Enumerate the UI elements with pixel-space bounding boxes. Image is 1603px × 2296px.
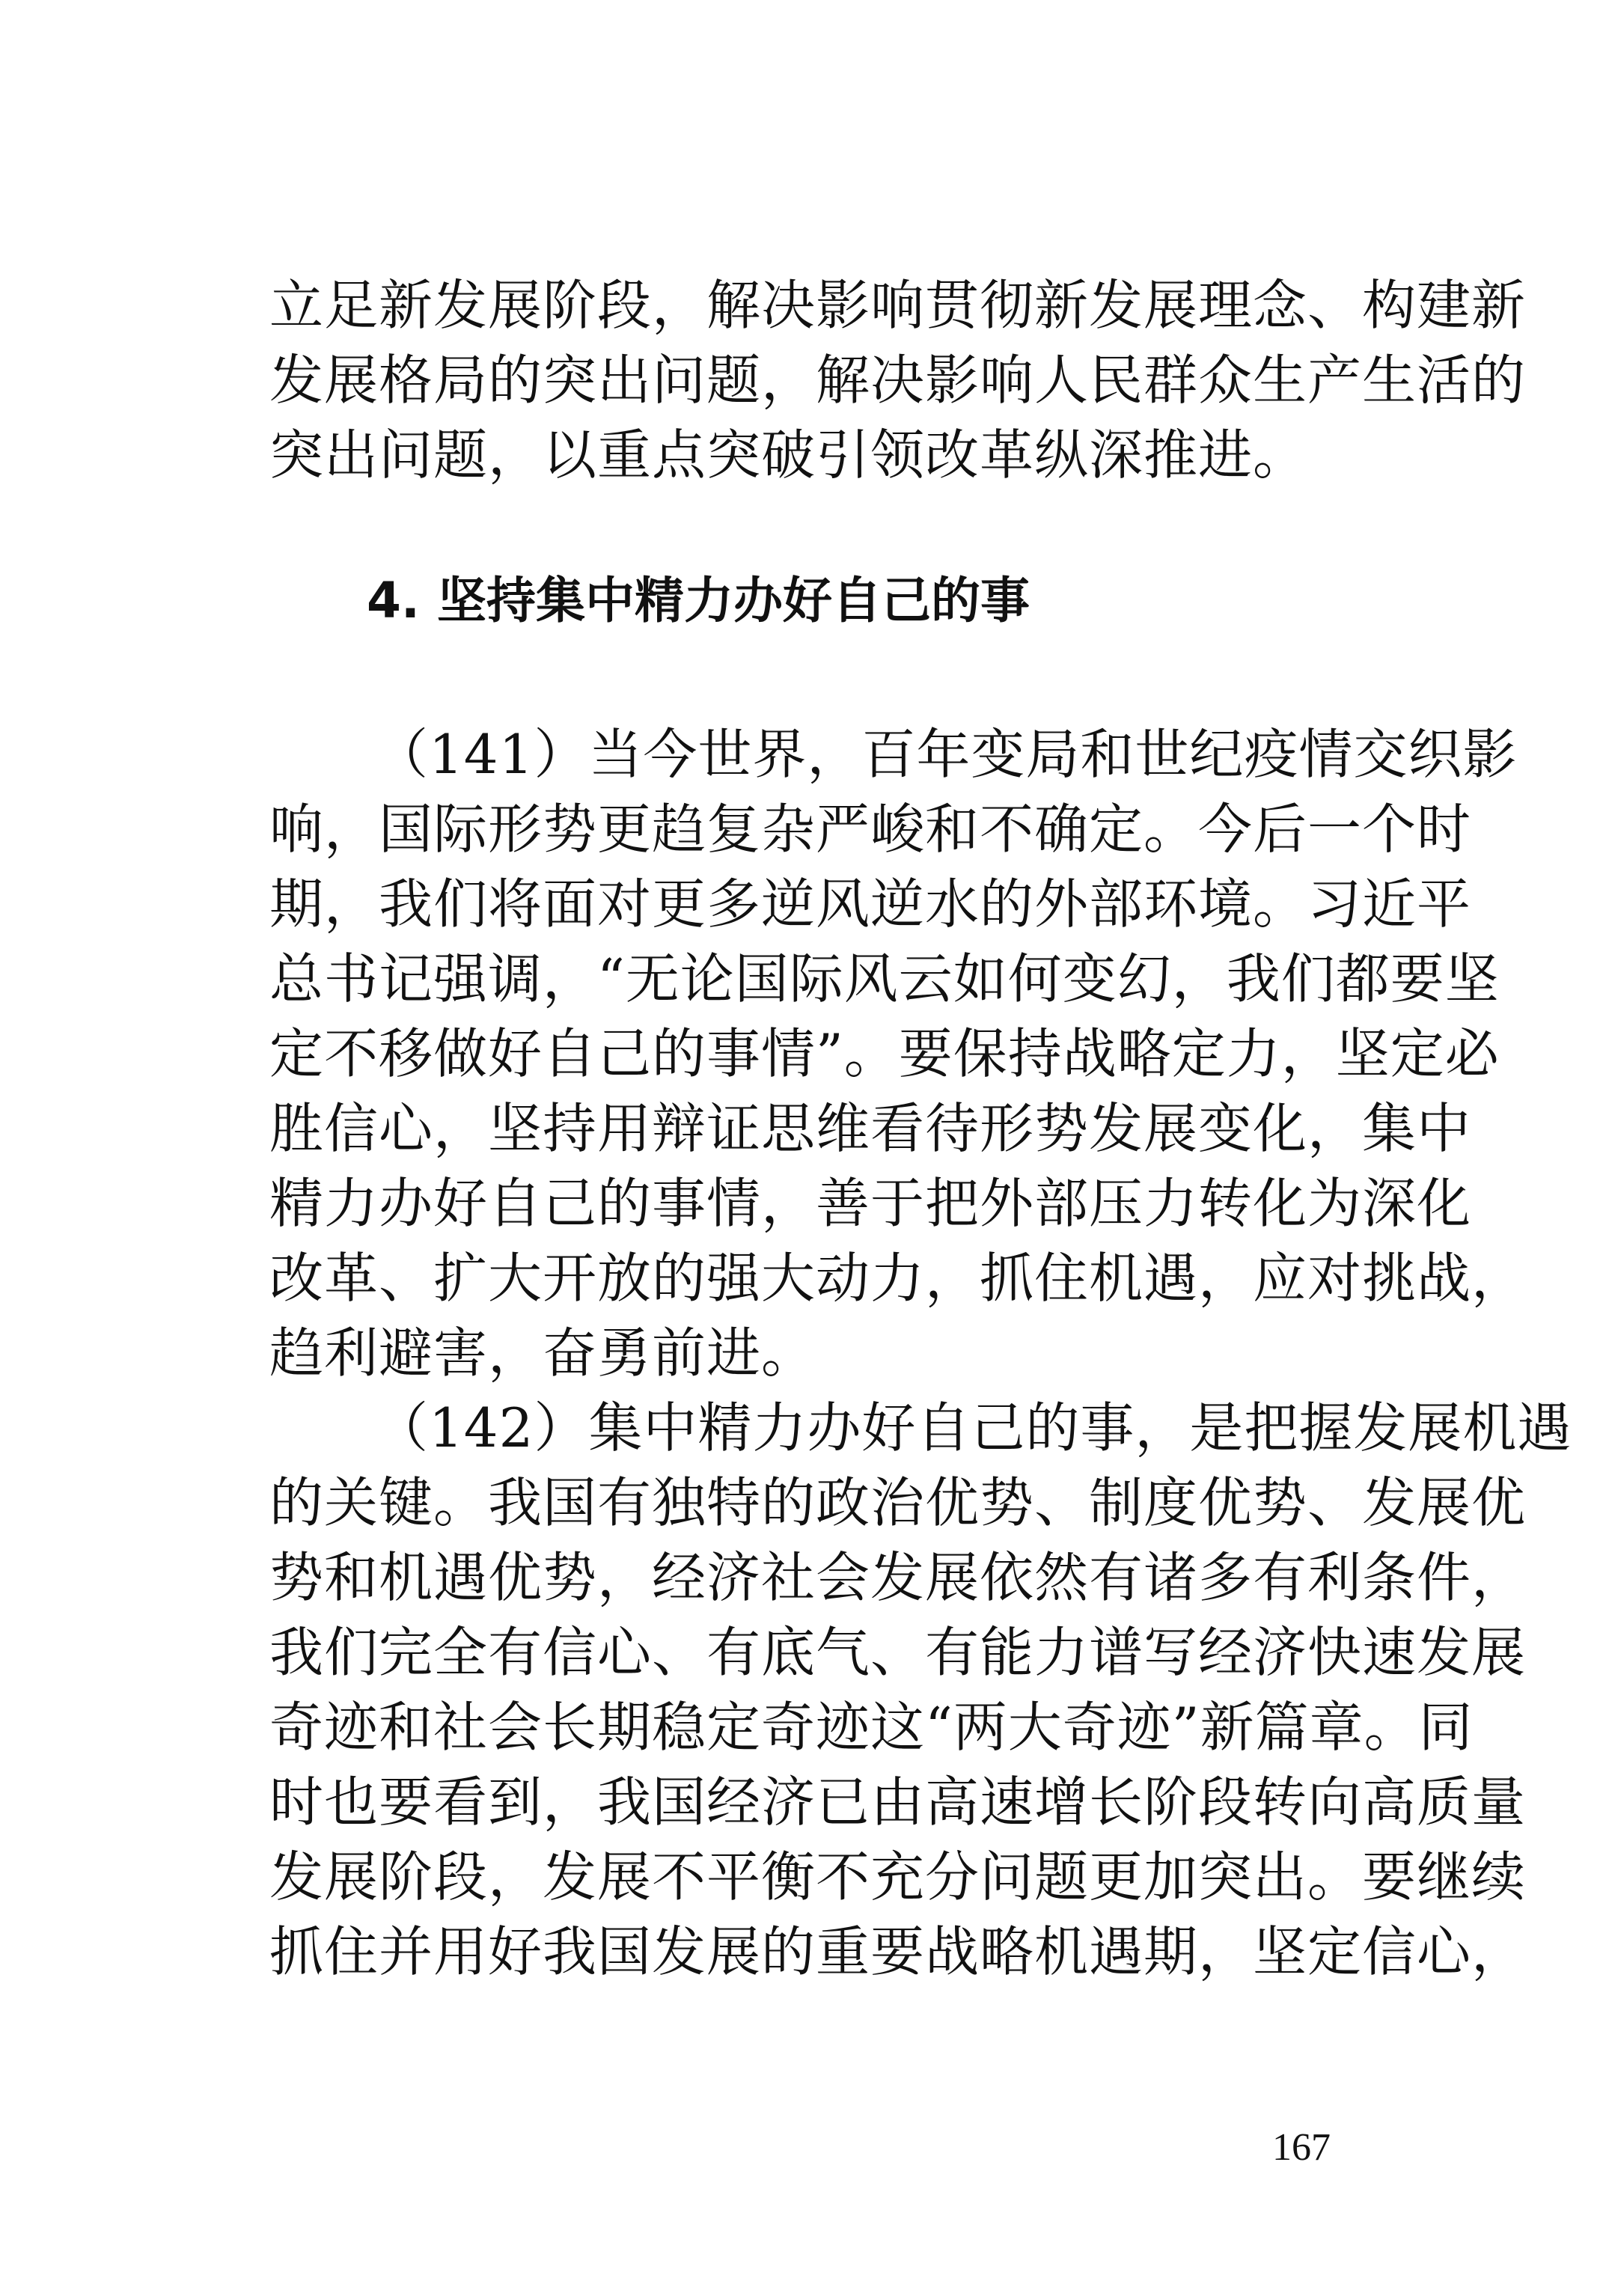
text-line: （142）集中精力办好自己的事，是把握发展机遇: [374, 1396, 1572, 1459]
text-line: 我们完全有信心、有底气、有能力谱写经济快速发展: [269, 1621, 1527, 1684]
text-line: 立足新发展阶段，解决影响贯彻新发展理念、构建新: [269, 274, 1527, 337]
text-line: 改革、扩大开放的强大动力，抓住机遇，应对挑战，: [269, 1247, 1527, 1310]
text-line: 总书记强调，“无论国际风云如何变幻，我们都要坚: [269, 947, 1500, 1010]
text-line: 趋利避害，奋勇前进。: [269, 1322, 816, 1384]
text-line: 的关键。我国有独特的政治优势、制度优势、发展优: [269, 1471, 1527, 1534]
section-heading: 4. 坚持集中精力办好自己的事: [367, 572, 1030, 629]
text-line: 精力办好自己的事情，善于把外部压力转化为深化: [269, 1172, 1472, 1235]
text-line: 发展格局的突出问题，解决影响人民群众生产生活的: [269, 349, 1527, 412]
text-line: 胜信心，坚持用辩证思维看待形势发展变化，集中: [269, 1097, 1472, 1160]
text-line: 发展阶段，发展不平衡不充分问题更加突出。要继续: [269, 1845, 1527, 1908]
text-line: 时也要看到，我国经济已由高速增长阶段转向高质量: [269, 1771, 1527, 1834]
text-line: 突出问题，以重点突破引领改革纵深推进。: [269, 424, 1308, 486]
text-line: （141）当今世界，百年变局和世纪疫情交织影: [374, 723, 1518, 786]
text-line: 抓住并用好我国发展的重要战略机遇期，坚定信心，: [269, 1920, 1527, 1983]
text-line: 期，我们将面对更多逆风逆水的外部环境。习近平: [269, 873, 1472, 935]
text-line: 势和机遇优势，经济社会发展依然有诸多有利条件，: [269, 1546, 1527, 1609]
page-number: 167: [1272, 2126, 1331, 2169]
text-line: 奇迹和社会长期稳定奇迹这“两大奇迹”新篇章。同: [269, 1696, 1474, 1759]
text-line: 响，国际形势更趋复杂严峻和不确定。今后一个时: [269, 798, 1472, 861]
text-line: 定不移做好自己的事情”。要保持战略定力，坚定必: [269, 1022, 1500, 1085]
